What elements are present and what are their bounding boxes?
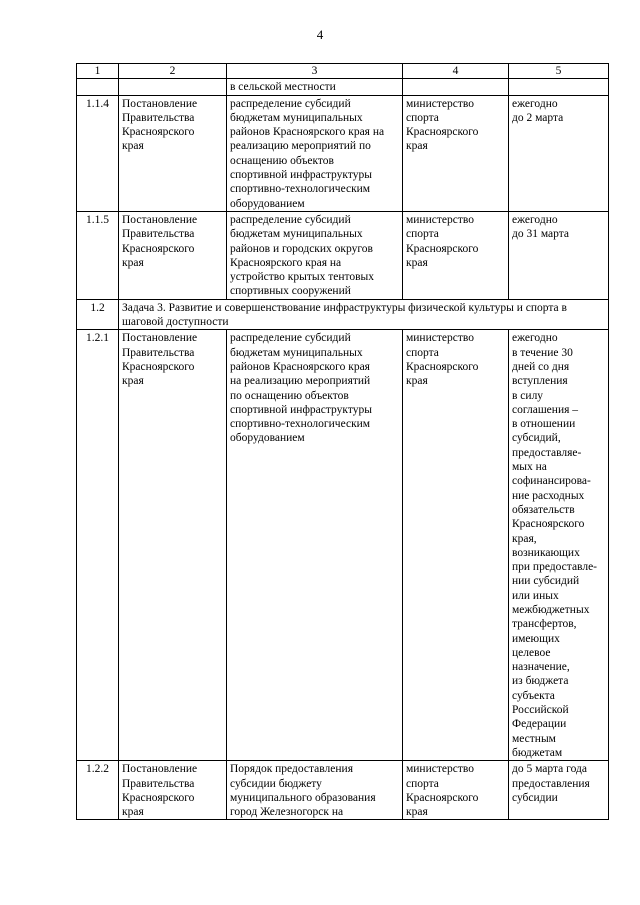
deadline: ежегодно до 2 марта <box>509 95 609 211</box>
table-row <box>77 330 609 761</box>
document-type: Постановление Правительства Красноярского края <box>119 761 227 820</box>
table-row <box>77 761 609 820</box>
page-number: 4 <box>316 27 324 42</box>
column-number-1: 1 <box>77 64 119 79</box>
row-content: Порядок предоставления субсидии бюджету муниципального образования город Железногорск на <box>227 761 403 820</box>
deadline: ежегодно в течение 30 дней со дня вступления в силу соглашения – в отношении субсидий, предоставляе- мых на софинансирова- ние расходных обязательств Красноярского края, возникающих при предоставле- нии субсидий или иных межбюджетных трансфертов, имеющих целевое назначение, из бюджета субъекта Российской Федерации местным бюджетам <box>509 330 609 761</box>
row-number: 1.2.1 <box>77 330 119 761</box>
task-text: Задача 3. Развитие и совершенствование инфраструктуры физической культуры и спорта в шаговой доступности <box>119 299 609 330</box>
document-type: Постановление Правительства Красноярского края <box>119 95 227 211</box>
deadline: до 5 марта года предоставления субсидии <box>509 761 609 820</box>
responsible: министерство спорта Красноярского края <box>403 211 509 299</box>
continuation-text: в сельской местности <box>227 79 403 95</box>
column-number-4: 4 <box>403 64 509 79</box>
deadline: ежегодно до 31 марта <box>509 211 609 299</box>
continuation-row <box>77 79 609 95</box>
table-header-row <box>77 64 609 79</box>
plan-table <box>76 63 609 820</box>
document-type: Постановление Правительства Красноярского края <box>119 211 227 299</box>
column-number-5: 5 <box>509 64 609 79</box>
responsible: министерство спорта Красноярского края <box>403 330 509 761</box>
responsible: министерство спорта Красноярского края <box>403 95 509 211</box>
row-number: 1.1.4 <box>77 95 119 211</box>
row-content: распределение субсидий бюджетам муниципальных районов и городских округов Красноярского края на устройство крытых тентовых спортивных сооружений <box>227 211 403 299</box>
row-content: распределение субсидий бюджетам муниципальных районов Красноярского края на реализацию мероприятий по оснащению объектов спортивной инфраструктуры спортивно-технологическим оборудованием <box>227 330 403 761</box>
table-row <box>77 211 609 299</box>
row-number: 1.2.2 <box>77 761 119 820</box>
row-number: 1.1.5 <box>77 211 119 299</box>
column-number-2: 2 <box>119 64 227 79</box>
column-number-3: 3 <box>227 64 403 79</box>
responsible: министерство спорта Красноярского края <box>403 761 509 820</box>
task-row <box>77 299 609 330</box>
row-content: распределение субсидий бюджетам муниципальных районов Красноярского края на реализацию мероприятий по оснащению объектов спортивной инфраструктуры спортивно-технологическим оборудованием <box>227 95 403 211</box>
task-number: 1.2 <box>77 299 119 330</box>
table-row <box>77 95 609 211</box>
document-type: Постановление Правительства Красноярского края <box>119 330 227 761</box>
